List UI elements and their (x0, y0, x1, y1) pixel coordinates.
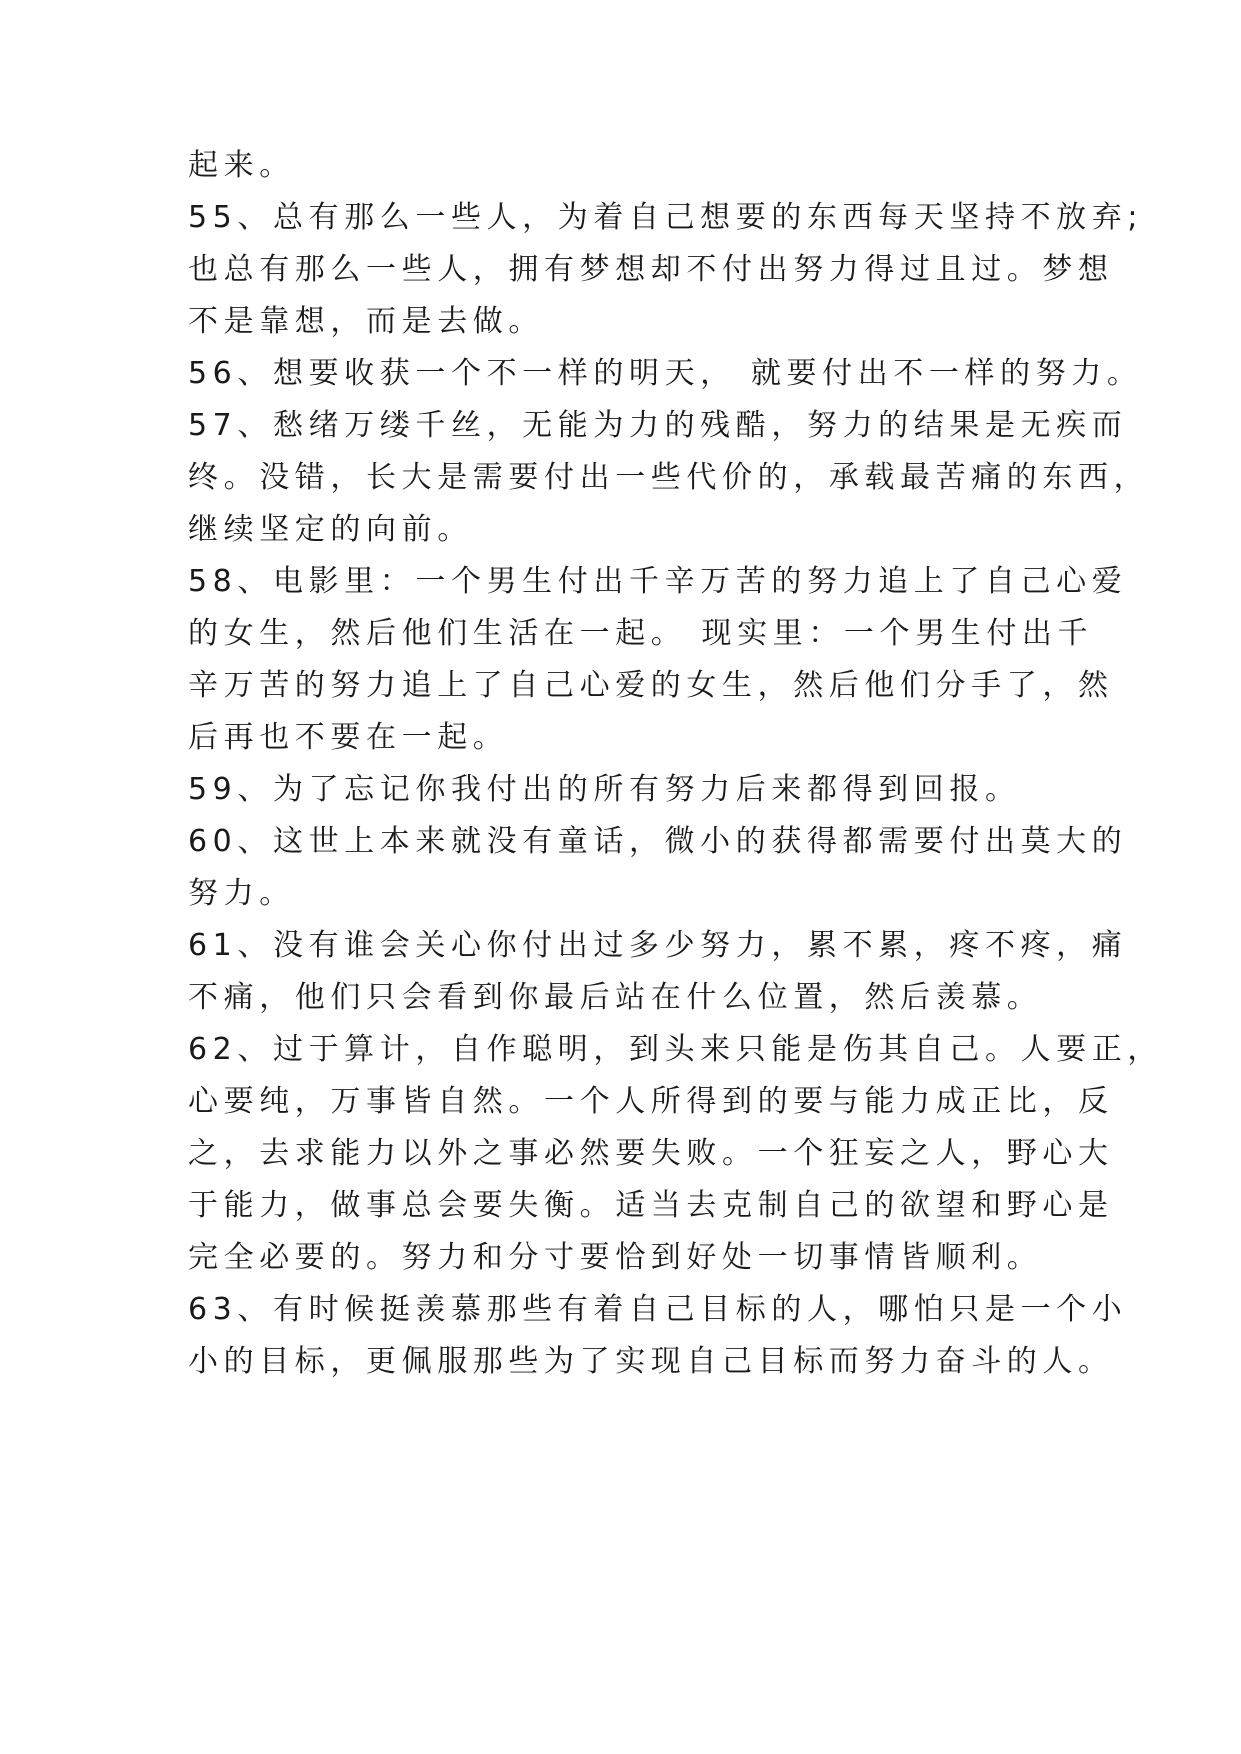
text-line: 也总有那么一些人，拥有梦想却不付出努力得过且过。梦想 (188, 252, 1114, 287)
text-line: 57、愁绪万缕千丝，无能为力的残酷，努力的结果是无疾而 (188, 408, 1128, 443)
text-line: 63、有时候挺羡慕那些有着自己目标的人，哪怕只是一个小 (188, 1292, 1128, 1327)
text-line: 起来。 (188, 148, 295, 183)
text-line: 不是靠想，而是去做。 (188, 304, 544, 339)
text-line: 终。没错，长大是需要付出一些代价的，承载最苦痛的东西， (188, 460, 1150, 495)
text-line: 小的目标，更佩服那些为了实现自己目标而努力奋斗的人。 (188, 1344, 1114, 1379)
text-line: 之，去求能力以外之事必然要失败。一个狂妄之人，野心大 (188, 1136, 1114, 1171)
text-line: 于能力，做事总会要失衡。适当去克制自己的欲望和野心是 (188, 1188, 1114, 1223)
text-line: 55、总有那么一些人，为着自己想要的东西每天坚持不放弃; (188, 200, 1144, 235)
text-line: 辛万苦的努力追上了自己心爱的女生，然后他们分手了，然 (188, 668, 1114, 703)
text-line: 不痛，他们只会看到你最后站在什么位置，然后羡慕。 (188, 980, 1043, 1015)
text-line: 60、这世上本来就没有童话，微小的获得都需要付出莫大的 (188, 824, 1128, 859)
text-line: 心要纯，万事皆自然。一个人所得到的要与能力成正比，反 (188, 1084, 1114, 1119)
text-line: 后再也不要在一起。 (188, 720, 509, 755)
text-line: 58、电影里：一个男生付出千辛万苦的努力追上了自己心爱 (188, 564, 1128, 599)
text-line: 完全必要的。努力和分寸要恰到好处一切事情皆顺利。 (188, 1240, 1043, 1275)
text-line: 的女生，然后他们生活在一起。 现实里：一个男生付出千 (188, 616, 1094, 651)
text-line: 56、想要收获一个不一样的明天， 就要付出不一样的努力。 (188, 356, 1143, 391)
text-line: 继续坚定的向前。 (188, 512, 473, 547)
text-line: 59、为了忘记你我付出的所有努力后来都得到回报。 (188, 772, 1021, 807)
text-line: 62、过于算计，自作聪明，到头来只能是伤其自己。人要正， (188, 1032, 1163, 1067)
text-line: 61、没有谁会关心你付出过多少努力，累不累，疼不疼，痛 (188, 928, 1128, 963)
text-line: 努力。 (188, 876, 295, 911)
